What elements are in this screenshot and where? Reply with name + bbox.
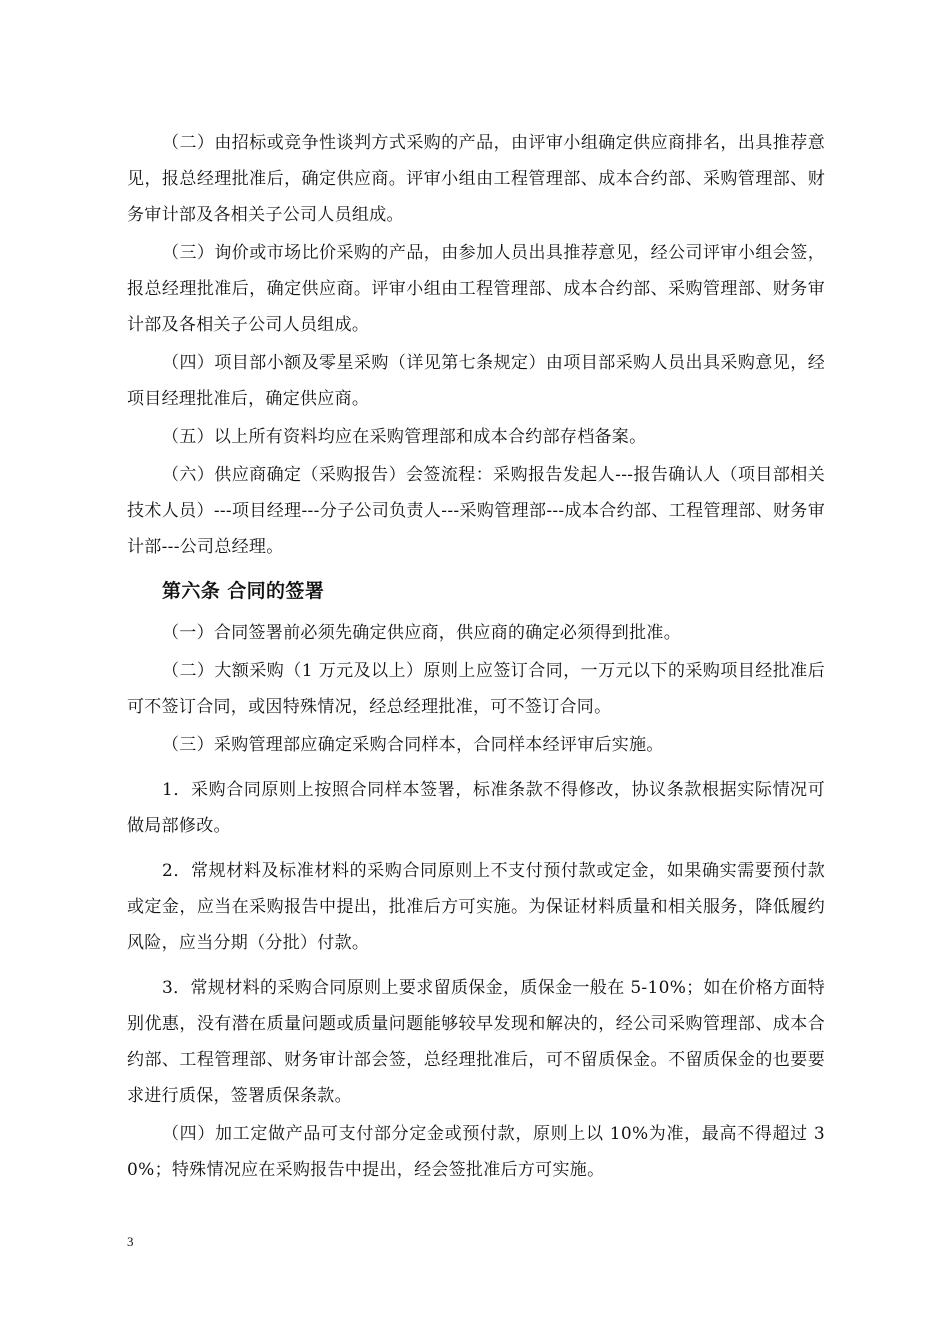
- paragraph-contract-1: （一）合同签署前必须先确定供应商，供应商的确定必须得到批准。: [162, 623, 681, 643]
- numbered-item-3: 3．常规材料的采购合同原则上要求留质保金，质保金一般在 5-10%；如在价格方面特别优惠，没有潜在质量问题或质量问题能够较早发现和解决的，经公司采购管理部、成本合约部、工程管理部、财务审计部会签，总经理批准后，可不留质保金。不留质保金的也要要求进行质保，签署质保条款。: [127, 978, 825, 1106]
- paragraph-item-4: （四）项目部小额及零星采购（详见第七条规定）由项目部采购人员出具采购意见，经项目经理批准后，确定供应商。: [127, 353, 825, 409]
- paragraph-item-2: （二）由招标或竞争性谈判方式采购的产品，由评审小组确定供应商排名，出具推荐意见，报总经理批准后，确定供应商。评审小组由工程管理部、成本合约部、采购管理部、财务审计部及各相关子公司人员组成。: [127, 133, 825, 225]
- paragraph-contract-2: （二）大额采购（1 万元及以上）原则上应签订合同，一万元以下的采购项目经批准后可不签订合同，或因特殊情况，经总经理批准，可不签订合同。: [127, 661, 825, 717]
- paragraph-contract-4: （四）加工定做产品可支付部分定金或预付款，原则上以 10%为准，最高不得超过 30%；特殊情况应在采购报告中提出，经会签批准后方可实施。: [127, 1124, 825, 1180]
- page-number: 3: [127, 1234, 134, 1249]
- numbered-item-1: 1．采购合同原则上按照合同样本签署，标准条款不得修改，协议条款根据实际情况可做局部修改。: [127, 780, 825, 836]
- paragraph-item-5: （五）以上所有资料均应在采购管理部和成本合约部存档备案。: [162, 427, 647, 447]
- paragraph-item-6: （六）供应商确定（采购报告）会签流程：采购报告发起人---报告确认人（项目部相关技术人员）---项目经理---分子公司负责人---采购管理部---成本合约部、工程管理部、财务审计部---公司总经理。: [127, 465, 825, 557]
- paragraph-item-3: （三）询价或市场比价采购的产品，由参加人员出具推荐意见，经公司评审小组会签，报总经理批准后，确定供应商。评审小组由工程管理部、成本合约部、采购管理部、财务审计部及各相关子公司人员组成。: [127, 243, 825, 335]
- numbered-item-2: 2．常规材料及标准材料的采购合同原则上不支付预付款或定金，如果确实需要预付款或定金，应当在采购报告中提出，批准后方可实施。为保证材料质量和相关服务，降低履约风险，应当分期（分批）付款。: [127, 861, 825, 953]
- section-heading-article-6: 第六条 合同的签署: [162, 580, 325, 602]
- paragraph-contract-3: （三）采购管理部应确定采购合同样本，合同样本经评审后实施。: [162, 735, 664, 755]
- document-body: [127, 125, 825, 1188]
